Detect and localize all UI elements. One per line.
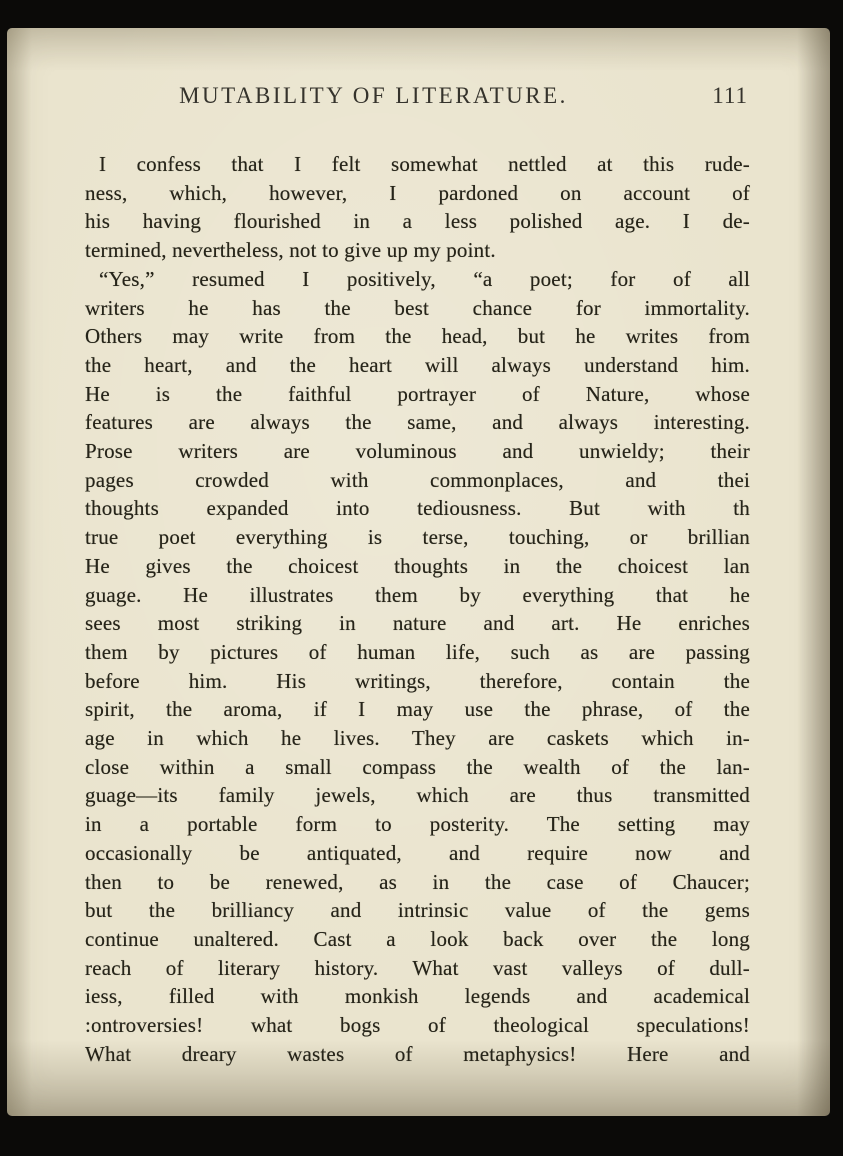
- text-line: sees most striking in nature and art. He enriches: [85, 611, 750, 636]
- text-line: true poet everything is terse, touching, or brillian: [85, 525, 750, 550]
- text-line: age in which he lives. They are caskets which in-: [85, 726, 750, 751]
- text-line: writers he has the best chance for immortality.: [85, 295, 750, 320]
- text-line: Others may write from the head, but he writes from: [85, 324, 750, 349]
- page-title: MUTABILITY OF LITERATURE.: [179, 83, 568, 108]
- text-line: guage. He illustrates them by everything that he: [85, 582, 750, 607]
- text-line: the heart, and the heart will always understand him.: [85, 352, 750, 377]
- text-line: thoughts expanded into tediousness. But with th: [85, 496, 750, 521]
- text-line: then to be renewed, as in the case of Chaucer;: [85, 869, 750, 894]
- text-line: He is the faithful portrayer of Nature, whose: [85, 381, 750, 406]
- book-page: [7, 28, 830, 1116]
- text-line: spirit, the aroma, if I may use the phrase, of the: [85, 697, 750, 722]
- paragraph: [85, 150, 750, 265]
- page-body: [85, 150, 750, 1069]
- text-line: occasionally be antiquated, and require now and: [85, 840, 750, 865]
- text-line: What dreary wastes of metaphysics! Here and: [85, 1041, 750, 1066]
- page-number: 111: [712, 83, 748, 108]
- page-header: [85, 83, 750, 117]
- text-line: pages crowded with commonplaces, and thei: [85, 467, 750, 492]
- page-content: [85, 83, 750, 1069]
- text-line: iess, filled with monkish legends and academical: [85, 984, 750, 1009]
- text-line: termined, nevertheless, not to give up my point.: [85, 238, 496, 263]
- text-line: guage—its family jewels, which are thus transmitted: [85, 783, 750, 808]
- text-line: in a portable form to posterity. The setting may: [85, 812, 750, 837]
- text-line: ness, which, however, I pardoned on account of: [85, 180, 750, 205]
- text-line: close within a small compass the wealth of the lan-: [85, 754, 750, 779]
- text-line: but the brilliancy and intrinsic value of the gems: [85, 898, 750, 923]
- paragraph: [85, 265, 750, 1069]
- text-line: before him. His writings, therefore, contain the: [85, 668, 750, 693]
- text-line: them by pictures of human life, such as are passing: [85, 639, 750, 664]
- text-line: features are always the same, and always interesting.: [85, 410, 750, 435]
- text-line: reach of literary history. What vast valleys of dull-: [85, 955, 750, 980]
- text-line: his having flourished in a less polished age. I de-: [85, 209, 750, 234]
- text-line: Prose writers are voluminous and unwieldy; their: [85, 439, 750, 464]
- text-line: :ontroversies! what bogs of theological speculations!: [85, 1013, 750, 1038]
- text-line: I confess that I felt somewhat nettled at this rude-: [99, 152, 750, 176]
- text-line: “Yes,” resumed I positively, “a poet; for of all: [99, 266, 750, 291]
- text-line: continue unaltered. Cast a look back over the long: [85, 926, 750, 951]
- text-line: He gives the choicest thoughts in the choicest lan: [85, 553, 750, 578]
